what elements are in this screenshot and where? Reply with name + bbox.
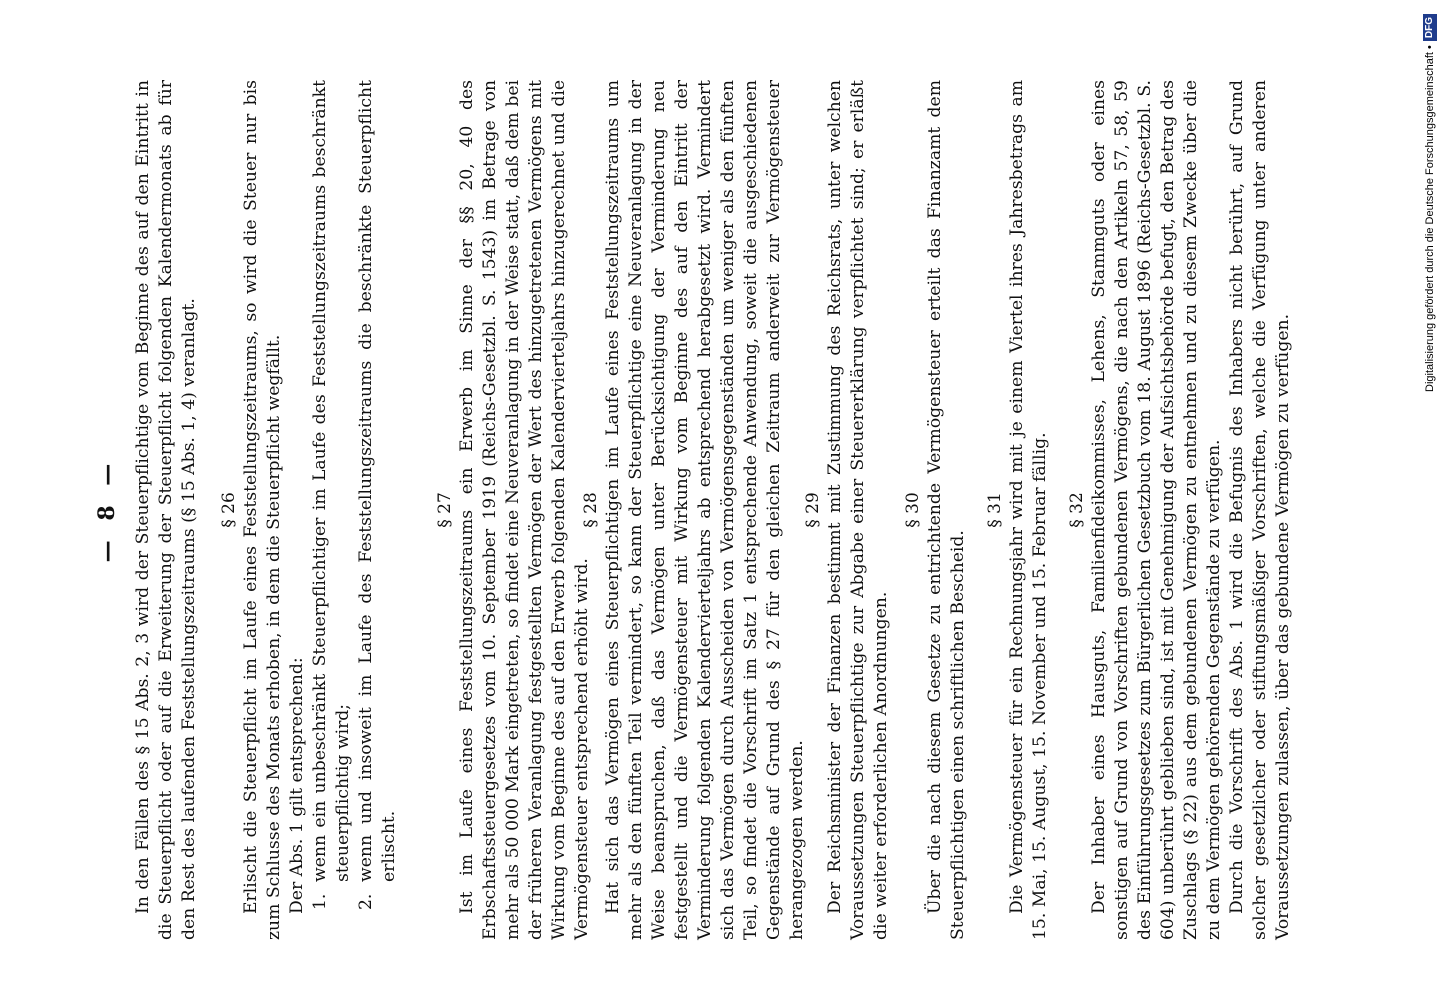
digitization-credit [1416, 8, 1440, 392]
section-32-paragraph-1: Der Inhaber eines Hausguts, Familienfideikommisses, Lehens, Stammguts oder eines sonstigen auf Grund von Vorschriften gebundenen Vermögens, die nach den Artikeln 57, 58, 59 des Einführungsgesetzes zum Bürgerlichen Gesetzbuch vom 18. August 1896 (Reichs-Gesetzbl. S. 604) unberührt geblieben sind, ist mit Genehmigung der Aufsichtsbehörde befugt, den Betrag des Zuschlags (§ 22) aus dem gebundenen Vermögen zu entnehmen und zu diesem Zwecke über die zu dem Vermögen gehörenden Gegenstände zu verfügen. [1089, 80, 1224, 940]
section-31-heading: § 31 [985, 492, 1005, 528]
section-29-paragraph-1: Der Reichsminister der Finanzen bestimmt mit Zustimmung des Reichsrats, unter welchen Voraussetzungen Steuerpflichtige zur Abgabe einer Steuererklärung verpflichtet sind; er erläßt die weiter erforderlichen Anordnungen. [825, 80, 891, 940]
intro-paragraph: In den Fällen des § 15 Abs. 2, 3 wird der Steuerpflichtige vom Beginne des auf den Eintritt in die Steuerpflicht oder auf die Erweiterung der Steuerpflicht folgenden Kalendermonats ab für den Rest des laufenden Feststellungszeitraums (§ 15 Abs. 1, 4) veranlagt. [133, 80, 199, 940]
dfg-logo: DFG [1423, 14, 1437, 41]
section-27-paragraph-1: Ist im Laufe eines Feststellungszeitraums ein Erwerb im Sinne der §§ 20, 40 des Erbschaftssteuergesetzes vom 10. September 1919 (Reichs-Gesetzbl. S. 1543) im Betrage von mehr als 50 000 Mark eingetreten, so findet eine Neuveranlagung in der Weise statt, daß dem bei der früheren Veranlagung festgestellten Vermögen der Wert des hinzugetretenen Vermögens mit Wirkung vom Beginne des auf den Erwerb folgenden Kalendervierteljahrs hinzugerechnet und die Vermögensteuer entsprechend erhöht wird. [457, 80, 592, 940]
list-item-text: wenn ein unbeschränkt Steuerpflichtiger im Laufe des Feststellungszeitraums beschränkt steuerpflichtig wird; [310, 80, 353, 882]
intro-block [132, 80, 201, 940]
list-item-number: 2. [356, 893, 376, 910]
section-30 [902, 80, 970, 940]
section-32 [1066, 80, 1295, 940]
section-32-paragraph-2: Durch die Vorschrift des Abs. 1 wird die Befugnis des Inhabers nicht berührt, auf Grund solcher gesetzlicher oder stiftungsmäßiger Vorschriften, welche die Verfügung unter anderen Voraussetzungen zulassen, über das gebundene Vermögen zu verfügen. [1227, 80, 1293, 940]
list-item [309, 80, 355, 940]
section-31-paragraph-1: Die Vermögensteuer für ein Rechnungsjahr wird mit je einem Viertel ihres Jahresbetrags am 15. Mai, 15. August, 15. November und 15. Februar fällig. [1007, 80, 1050, 940]
section-30-heading: § 30 [903, 492, 923, 528]
section-27-heading: § 27 [435, 492, 455, 528]
rotated-text-body [80, 80, 1320, 940]
section-28-paragraph-1: Hat sich das Vermögen eines Steuerpflichtigen im Laufe eines Feststellungszeitraums um mehr als den fünften Teil vermindert, so kann der Steuerpflichtige eine Neuveranlagung in der Weise beanspruchen, daß das Vermögen unter Berücksichtigung der Verminderung neu festgestellt und die Vermögensteuer mit Wirkung vom Beginne des auf den Eintritt der Verminderung folgenden Kalendervierteljahrs ab entsprechend herabgesetzt wird. Vermindert sich das Vermögen durch Ausscheiden von Vermögensgegenständen um weniger als den fünften Teil, so findet die Vorschrift im Satz 1 entsprechende Anwendung, soweit die ausgeschiedenen Gegenstände auf Grund des § 27 für den gleichen Zeitraum anderweit zur Vermögensteuer herangezogen werden. [603, 80, 807, 940]
section-31 [984, 80, 1052, 940]
page-number: — 8 — [94, 457, 120, 563]
section-29 [802, 80, 893, 940]
section-26-list [309, 80, 401, 940]
section-27 [434, 80, 594, 940]
section-30-paragraph-1: Über die nach diesem Gesetze zu entrichtende Vermögensteuer erteilt das Finanzamt dem Steuerpflichtigen einen schriftlichen Bescheid. [925, 80, 968, 940]
section-26-paragraph-1: Erlischt die Steuerpflicht im Laufe eines Feststellungszeitraums, so wird die Steuer nur bis zum Schlusse des Monats erhoben, in dem die Steuerpflicht wegfällt. [241, 80, 284, 940]
list-item-number: 1. [310, 893, 330, 910]
section-26 [218, 80, 401, 940]
section-26-heading: § 26 [219, 492, 239, 528]
section-28-heading: § 28 [581, 492, 601, 528]
section-29-heading: § 29 [803, 492, 823, 528]
list-item-text: wenn und insoweit im Laufe des Feststellungszeitraums die beschränkte Steuerpflicht erlischt. [356, 80, 399, 882]
section-28 [580, 80, 809, 940]
section-32-heading: § 32 [1067, 492, 1087, 528]
list-item [355, 80, 401, 940]
credit-text: Digitalisierung gefördert durch die Deutsche Forschungsgemeinschaft • [1424, 45, 1436, 392]
section-26-paragraph-2: Der Abs. 1 gilt entsprechend: [287, 657, 307, 914]
